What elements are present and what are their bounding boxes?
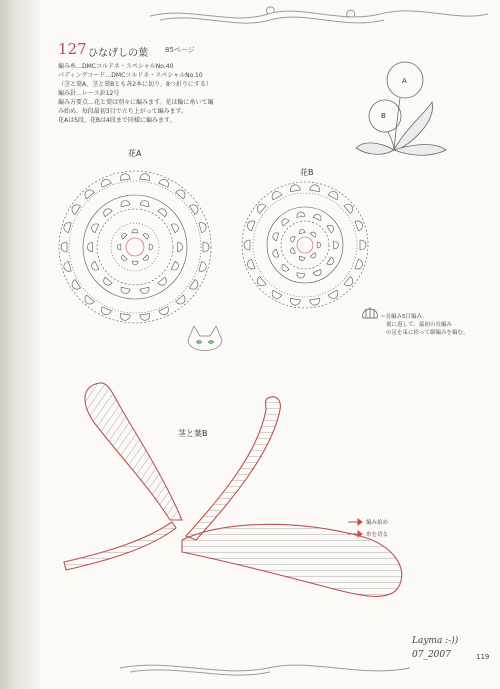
flower-a-stitch-motif <box>143 255 150 262</box>
flower-b-stitch-motif <box>327 257 335 266</box>
flower-a-stitch-motif <box>102 277 112 287</box>
flower-a-stitch-motif <box>143 232 150 239</box>
stitch-legend-line-1: ＝長編み5目編み。 <box>380 314 428 320</box>
flower-b-stitch-motif <box>334 241 339 249</box>
flower-a-stitch-motif <box>120 173 131 180</box>
flower-a-stitch-motif <box>90 261 99 271</box>
scan-date: 07_2007 <box>412 650 451 660</box>
flower-a-stitch-motif <box>63 261 72 272</box>
flower-a-stitch-motif <box>132 261 138 265</box>
flower-a-stitch-motif <box>176 188 187 199</box>
legend-arrows <box>348 519 362 537</box>
stitch-legend-line-2: 裏に返して、最初の長編み <box>386 322 452 328</box>
flower-b-stitch-motif <box>255 202 266 214</box>
flower-b-stitch-motif <box>328 190 340 200</box>
poppy-inset-illustration <box>356 62 446 155</box>
flower-b-label: 花B <box>300 168 314 177</box>
legend-cut-label: 糸を切る <box>366 532 389 538</box>
pattern-title: ひなげしの葉 <box>88 48 148 59</box>
flower-a-label: 花A <box>128 149 142 158</box>
scanner-signature: Layma :-)) <box>412 636 459 646</box>
flower-a-stitch-motif <box>120 287 130 294</box>
flower-a-stitch-motif <box>149 244 153 250</box>
flower-a-chart <box>59 171 211 323</box>
flower-b-stitch-motif <box>310 253 317 260</box>
materials-yarn: 編み糸…DMCコルドネ・スペシャルNo.40 <box>58 63 174 70</box>
flower-b-stitch-motif <box>296 273 305 279</box>
flower-b-stitch-motif <box>299 229 306 234</box>
flower-b-stitch-motif <box>244 240 250 250</box>
flower-b-stitch-motif <box>289 184 300 192</box>
method-line-3: 花Aは5段、花Bは4段まで同様に編みます。 <box>58 117 176 124</box>
flower-b-stitch-motif <box>344 202 355 214</box>
flower-a-stitch-motif <box>171 222 180 232</box>
flower-a-stitch-motif <box>199 221 208 232</box>
flower-a-stitch-motif <box>87 243 92 252</box>
flower-b-stitch-motif <box>355 219 364 230</box>
flower-b-stitch-motif <box>310 184 321 192</box>
flower-a-stitch-motif <box>158 277 168 287</box>
flower-a-stitch-motif <box>117 244 121 250</box>
flower-a-stitch-motif <box>83 295 94 306</box>
flower-b-stitch-motif <box>317 242 321 248</box>
flower-b-stitch-motif <box>255 277 266 289</box>
flower-b-stitch-motif <box>327 224 335 233</box>
flower-a-stitch-motif <box>83 188 94 199</box>
flower-a-stitch-motif <box>90 222 99 232</box>
leaf-left-upper <box>85 383 182 520</box>
stem-leaf-b-label: 茎と葉B <box>178 429 208 438</box>
flower-b-stitch-motif <box>272 232 279 241</box>
flower-b-stitch-motif <box>280 264 289 273</box>
flower-a-stitch-motif <box>120 314 131 321</box>
flower-b-stitch-motif <box>344 277 355 289</box>
flower-a-stitch-motif <box>132 229 138 233</box>
flower-a-stitch-motif <box>61 242 67 252</box>
materials-padding-cord: パディングコード…DMCコルドネ・スペシャルNo.10 <box>58 72 203 79</box>
flower-b-stitch-motif <box>355 259 364 270</box>
flower-a-stitch-motif <box>203 242 209 252</box>
flower-b-stitch-motif <box>289 298 300 306</box>
flower-a-stitch-motif <box>100 178 112 188</box>
flower-a-stitch-motif <box>120 199 130 206</box>
stitch-symbol <box>363 307 378 318</box>
materials-hook: 編み針…レース針12号 <box>58 90 120 97</box>
flower-a-stitch-motif <box>158 207 168 217</box>
flower-a-stitch-motif <box>171 261 180 271</box>
inset-label-a: A <box>402 77 407 85</box>
stitch-legend-line-3: の足を束に拾って細編みを編む。 <box>386 330 469 336</box>
flower-b-stitch-motif <box>313 213 322 221</box>
method-line-2: み始め、毎段最初3目で立ち上がって編みます。 <box>58 108 188 115</box>
flower-a-stitch-motif <box>120 232 127 239</box>
flower-b-stitch-motif <box>289 235 295 242</box>
flower-b-stitch-motif <box>289 248 295 255</box>
bottom-flourish <box>120 665 410 675</box>
page-reference: 85ページ <box>165 46 195 54</box>
flower-b-stitch-motif <box>360 240 366 250</box>
flower-b-stitch-motif <box>313 269 322 277</box>
page-number: 119 <box>476 653 490 661</box>
flower-b-stitch-motif <box>296 211 305 217</box>
flower-a-stitch-motif <box>140 314 151 321</box>
flower-b-stitch-motif <box>272 249 279 258</box>
inset-label-b: B <box>381 112 386 120</box>
flower-b-chart <box>242 182 368 308</box>
flower-b-stitch-motif <box>310 231 317 238</box>
stem-right-upper <box>186 397 280 540</box>
flower-b-stitch-motif <box>246 259 255 270</box>
flower-b-stitch-motif <box>310 298 321 306</box>
flower-a-stitch-motif <box>63 221 72 232</box>
stem-and-leaf-b-chart <box>64 383 402 596</box>
flower-a-stitch-motif <box>199 261 208 272</box>
flower-a-stitch-motif <box>140 199 150 206</box>
flower-b-stitch-motif <box>246 219 255 230</box>
flower-a-stitch-motif <box>190 203 200 215</box>
materials-cut-note: （茎と葉A、茎と葉Bとも各2本に切り、8つ折りにする） <box>58 81 212 88</box>
top-flourish <box>150 7 488 23</box>
flower-b-stitch-motif <box>299 256 306 261</box>
flower-a-stitch-motif <box>140 173 151 180</box>
flower-a-stitch-motif <box>176 295 187 306</box>
legend-start-label: 編み始め <box>366 520 389 526</box>
flower-a-stitch-motif <box>102 207 112 217</box>
stem-left-lower <box>64 522 176 570</box>
cat-face-doodle <box>188 326 222 351</box>
pattern-number: 127 <box>58 40 87 58</box>
flower-a-stitch-motif <box>140 287 150 294</box>
method-line-1: 編み方要点…花と葉は別々に編みます。花は輪に糸いて編 <box>58 99 214 106</box>
flower-a-stitch-motif <box>177 243 182 252</box>
flower-a-stitch-motif <box>120 255 127 262</box>
flower-b-stitch-motif <box>280 217 289 226</box>
